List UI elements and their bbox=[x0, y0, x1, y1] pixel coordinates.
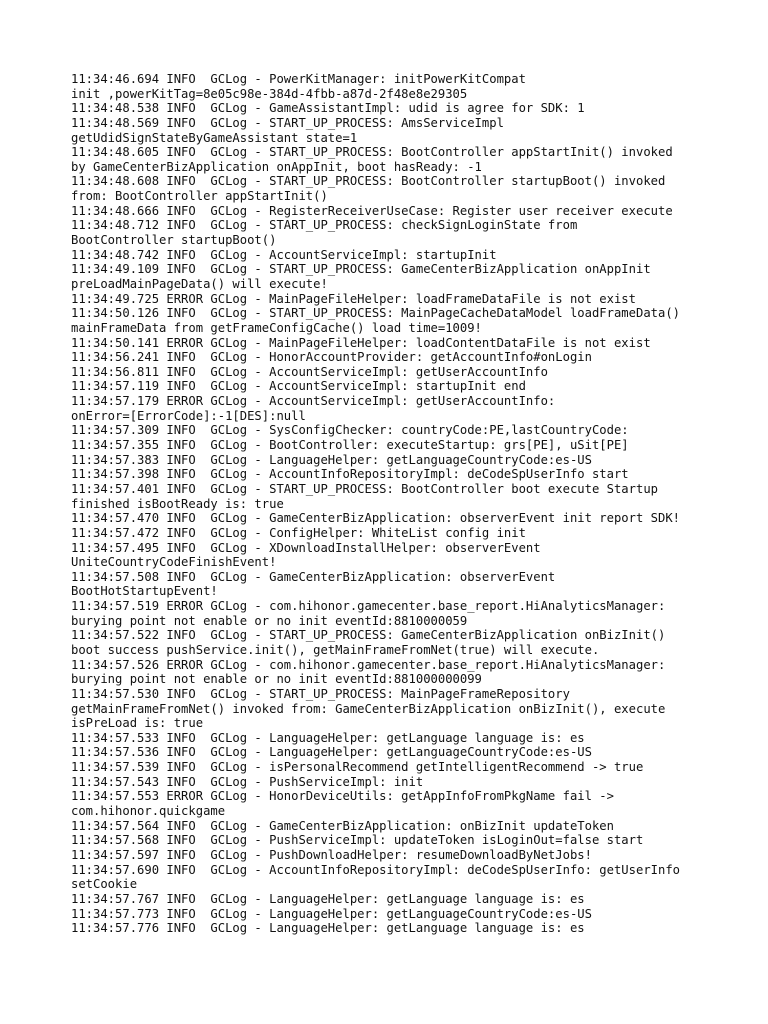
log-line: 11:34:57.522 INFO GCLog - START_UP_PROCESS: GameCenterBizApplication onBizInit() bbox=[71, 628, 666, 643]
log-line: 11:34:57.309 INFO GCLog - SysConfigChecker: countryCode:PE,lastCountryCode: bbox=[71, 423, 629, 438]
log-line: 11:34:57.508 INFO GCLog - GameCenterBizApplication: observerEvent bbox=[71, 569, 556, 584]
log-line: 11:34:57.383 INFO GCLog - LanguageHelper: getLanguageCountryCode:es-US bbox=[71, 452, 592, 467]
log-line: 11:34:57.179 ERROR GCLog - AccountServiceImpl: getUserAccountInfo: bbox=[71, 394, 556, 409]
log-line: 11:34:49.725 ERROR GCLog - MainPageFileHelper: loadFrameDataFile is not exist bbox=[71, 291, 636, 306]
log-line: BootHotStartupEvent! bbox=[71, 584, 218, 599]
log-line: 11:34:57.539 INFO GCLog - isPersonalRecommend getIntelligentRecommend -> true bbox=[71, 760, 644, 775]
log-line: 11:34:57.533 INFO GCLog - LanguageHelper: getLanguage language is: es bbox=[71, 730, 585, 745]
log-line: finished isBootReady is: true bbox=[71, 496, 284, 511]
log-line: 11:34:48.666 INFO GCLog - RegisterReceiverUseCase: Register user receiver execute bbox=[71, 203, 673, 218]
log-line: from: BootController appStartInit() bbox=[71, 189, 328, 204]
log-line: 11:34:48.608 INFO GCLog - START_UP_PROCESS: BootController startupBoot() invoked bbox=[71, 174, 666, 189]
log-line: 11:34:49.109 INFO GCLog - START_UP_PROCESS: GameCenterBizApplication onAppInit bbox=[71, 262, 651, 277]
log-line: 11:34:57.767 INFO GCLog - LanguageHelper: getLanguage language is: es bbox=[71, 891, 585, 906]
log-line: by GameCenterBizApplication onAppInit, boot hasReady: -1 bbox=[71, 159, 482, 174]
log-line: 11:34:56.811 INFO GCLog - AccountServiceImpl: getUserAccountInfo bbox=[71, 364, 548, 379]
log-line: 11:34:57.597 INFO GCLog - PushDownloadHelper: resumeDownloadByNetJobs! bbox=[71, 847, 592, 862]
log-line: init ,powerKitTag=8e05c98e-384d-4fbb-a87d-2f48e8e29305 bbox=[71, 86, 468, 101]
log-line: getMainFrameFromNet() invoked from: GameCenterBizApplication onBizInit(), execute bbox=[71, 701, 666, 716]
log-line: 11:34:57.526 ERROR GCLog - com.hihonor.gamecenter.base_report.HiAnalyticsManager: bbox=[71, 657, 666, 672]
log-line: getUdidSignStateByGameAssistant state=1 bbox=[71, 130, 358, 145]
log-line: UniteCountryCodeFinishEvent! bbox=[71, 555, 277, 570]
log-line: 11:34:57.519 ERROR GCLog - com.hihonor.gamecenter.base_report.HiAnalyticsManager: bbox=[71, 599, 666, 614]
log-line: 11:34:46.694 INFO GCLog - PowerKitManager: initPowerKitCompat bbox=[71, 72, 526, 86]
log-line: mainFrameData from getFrameConfigCache() load time=1009! bbox=[71, 320, 482, 335]
log-line: 11:34:57.119 INFO GCLog - AccountServiceImpl: startupInit end bbox=[71, 379, 526, 394]
log-line: 11:34:57.472 INFO GCLog - ConfigHelper: WhiteList config init bbox=[71, 525, 526, 540]
log-line: 11:34:57.530 INFO GCLog - START_UP_PROCESS: MainPageFrameRepository bbox=[71, 686, 570, 701]
log-line: 11:34:57.773 INFO GCLog - LanguageHelper: getLanguageCountryCode:es-US bbox=[71, 906, 592, 921]
log-document bbox=[71, 72, 711, 936]
log-line: 11:34:57.398 INFO GCLog - AccountInfoRepositoryImpl: deCodeSpUserInfo start bbox=[71, 467, 629, 482]
log-line: 11:34:57.776 INFO GCLog - LanguageHelper: getLanguage language is: es bbox=[71, 921, 585, 936]
log-line: 11:34:57.564 INFO GCLog - GameCenterBizApplication: onBizInit updateToken bbox=[71, 818, 614, 833]
log-line: 11:34:48.605 INFO GCLog - START_UP_PROCESS: BootController appStartInit() invoked bbox=[71, 145, 673, 160]
log-line: 11:34:57.495 INFO GCLog - XDownloadInstallHelper: observerEvent bbox=[71, 540, 541, 555]
log-line: 11:34:56.241 INFO GCLog - HonorAccountProvider: getAccountInfo#onLogin bbox=[71, 350, 592, 365]
log-line: 11:34:50.141 ERROR GCLog - MainPageFileHelper: loadContentDataFile is not exist bbox=[71, 335, 651, 350]
log-line: 11:34:57.536 INFO GCLog - LanguageHelper: getLanguageCountryCode:es-US bbox=[71, 745, 592, 760]
log-line: 11:34:57.355 INFO GCLog - BootController: executeStartup: grs[PE], uSit[PE] bbox=[71, 438, 629, 453]
log-line: isPreLoad is: true bbox=[71, 716, 204, 731]
log-line: 11:34:57.543 INFO GCLog - PushServiceImpl: init bbox=[71, 774, 424, 789]
log-line: 11:34:48.742 INFO GCLog - AccountServiceImpl: startupInit bbox=[71, 247, 497, 262]
log-line: setCookie bbox=[71, 877, 138, 892]
log-line: 11:34:57.470 INFO GCLog - GameCenterBizApplication: observerEvent init report SDK! bbox=[71, 511, 681, 526]
log-line: 11:34:57.401 INFO GCLog - START_UP_PROCESS: BootController boot execute Startup bbox=[71, 481, 658, 496]
log-line: boot success pushService.init(), getMainFrameFromNet(true) will execute. bbox=[71, 642, 600, 657]
log-line: onError=[ErrorCode]:-1[DES]:null bbox=[71, 408, 306, 423]
log-line: BootController startupBoot() bbox=[71, 233, 277, 248]
log-line: com.hihonor.quickgame bbox=[71, 804, 226, 819]
log-line: 11:34:57.690 INFO GCLog - AccountInfoRepositoryImpl: deCodeSpUserInfo: getUserInfo bbox=[71, 862, 681, 877]
log-line: preLoadMainPageData() will execute! bbox=[71, 276, 328, 291]
log-line: 11:34:57.553 ERROR GCLog - HonorDeviceUtils: getAppInfoFromPkgName fail -> bbox=[71, 789, 614, 804]
log-line: 11:34:57.568 INFO GCLog - PushServiceImpl: updateToken isLoginOut=false start bbox=[71, 833, 644, 848]
log-line: burying point not enable or no init eventId:881000000099 bbox=[71, 672, 482, 687]
log-line: 11:34:50.126 INFO GCLog - START_UP_PROCESS: MainPageCacheDataModel loadFrameData() bbox=[71, 306, 681, 321]
log-line: burying point not enable or no init eventId:8810000059 bbox=[71, 613, 468, 628]
log-line: 11:34:48.538 INFO GCLog - GameAssistantImpl: udid is agree for SDK: 1 bbox=[71, 101, 585, 116]
log-line: 11:34:48.569 INFO GCLog - START_UP_PROCESS: AmsServiceImpl bbox=[71, 115, 504, 130]
log-line: 11:34:48.712 INFO GCLog - START_UP_PROCESS: checkSignLoginState from bbox=[71, 218, 578, 233]
